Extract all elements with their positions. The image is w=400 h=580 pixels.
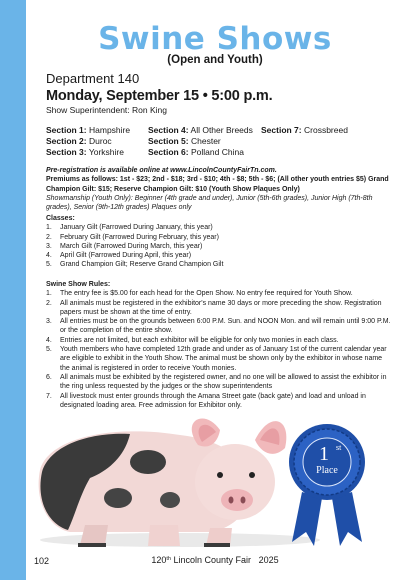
show-date-time: Monday, September 15 • 5:00 p.m. [46, 88, 273, 104]
classes-list [46, 214, 386, 270]
rules-heading: Swine Show Rules: [46, 281, 111, 288]
sidebar-stripe [0, 0, 26, 580]
section-4: Section 4: All Other Breeds [148, 125, 253, 135]
page-title: Swine Shows [98, 21, 332, 57]
pig-image [39, 418, 320, 547]
first-place-ribbon [289, 424, 365, 546]
sections-list [46, 125, 386, 159]
page-number: 102 [34, 556, 50, 566]
list-item: 5. Youth members who have completed 12th grade and under as of January 1st of the current calendar year are eligible to exhibit in the Youth Show. The animal must be shown only by the exhibitor in whose name the animal is registered in order to receive Youth monies. [46, 346, 387, 372]
page-subtitle: (Open and Youth) [167, 54, 263, 66]
section-6: Section 6: Polland China [148, 147, 244, 157]
section-1: Section 1: Hampshire [46, 125, 131, 135]
list-item: 3. March Gilt (Farrowed During March, this year) [46, 242, 203, 250]
list-item: 5. Grand Champion Gilt; Reserve Grand Champion Gilt [46, 261, 224, 269]
rules-list [46, 280, 391, 410]
section-3: Section 3: Yorkshire [46, 147, 124, 157]
list-item: 1. January Gilt (Farrowed During January, this year) [46, 224, 213, 232]
classes-heading: Classes: [46, 215, 75, 222]
ribbon-rank: 1 [319, 443, 329, 465]
list-item: 1. The entry fee is $5.00 for each head for the Open Show. No entry fee required for Youth Show. [46, 290, 353, 298]
list-item: 3. All entries must be on the grounds between 6:00 P.M. Sun. and NOON Mon. and will remain until 9:00 P.M. or the completion of the entire show. [46, 318, 391, 335]
pig-and-ribbon-illustration [30, 400, 400, 550]
preregistration-note: Pre-registration is available online at www.LincolnCountyFairTn.com. [46, 167, 277, 174]
section-2: Section 2: Duroc [46, 136, 112, 146]
ribbon-label: Place [316, 465, 338, 476]
premium-amounts: Premiums as follows: 1st - $23; 2nd - $18; 3rd - $10; 4th - $8; 5th - $6; (All other youth entries $5) Grand Champion Gilt: $15; Reserve Champion Gilt: $10 (Youth Show Plaques Only) [46, 176, 389, 193]
list-item: 7. All livestock must enter grounds through the Amana Street gate (back gate) and load and unload in designated loading area. Free admission for Exhibitor only. [46, 392, 366, 409]
list-item: 2. All animals must be registered in the exhibitor's name 30 days or more preceding the show. Registration papers must be shown at the time of entry. [46, 299, 382, 316]
list-item: 6. All animals must be exhibited by the registered owner, and no one will be allowed to assist the exhibitor in the ring unless requested by the judges or the show superintendents [46, 373, 387, 391]
department: Department 140 [46, 71, 140, 86]
superintendent: Show Superintendent: Ron King [46, 105, 167, 115]
premiums-block [46, 166, 391, 212]
list-item: 4. April Gilt (Farrowed During April, this year) [46, 252, 192, 260]
section-7: Section 7: Crossbreed [261, 125, 348, 135]
showmanship-note: Showmanship (Youth Only): Beginner (4th grade and under), Junior (5th-6th grades), Junior High (7th-8th grades), Senior (9th-12th grades) Plaques only [46, 194, 373, 212]
list-item: 2. February Gilt (Farrowed During February, this year) [46, 233, 219, 241]
section-5: Section 5: Chester [148, 136, 221, 146]
list-item: 4. Entries are not limited, but each exhibitor will be eligible for only two monies in each class. [46, 336, 339, 344]
ribbon-rank-suffix: st [336, 443, 342, 452]
footer-fair-title: 120th Lincoln County Fair 2025 [151, 555, 279, 565]
